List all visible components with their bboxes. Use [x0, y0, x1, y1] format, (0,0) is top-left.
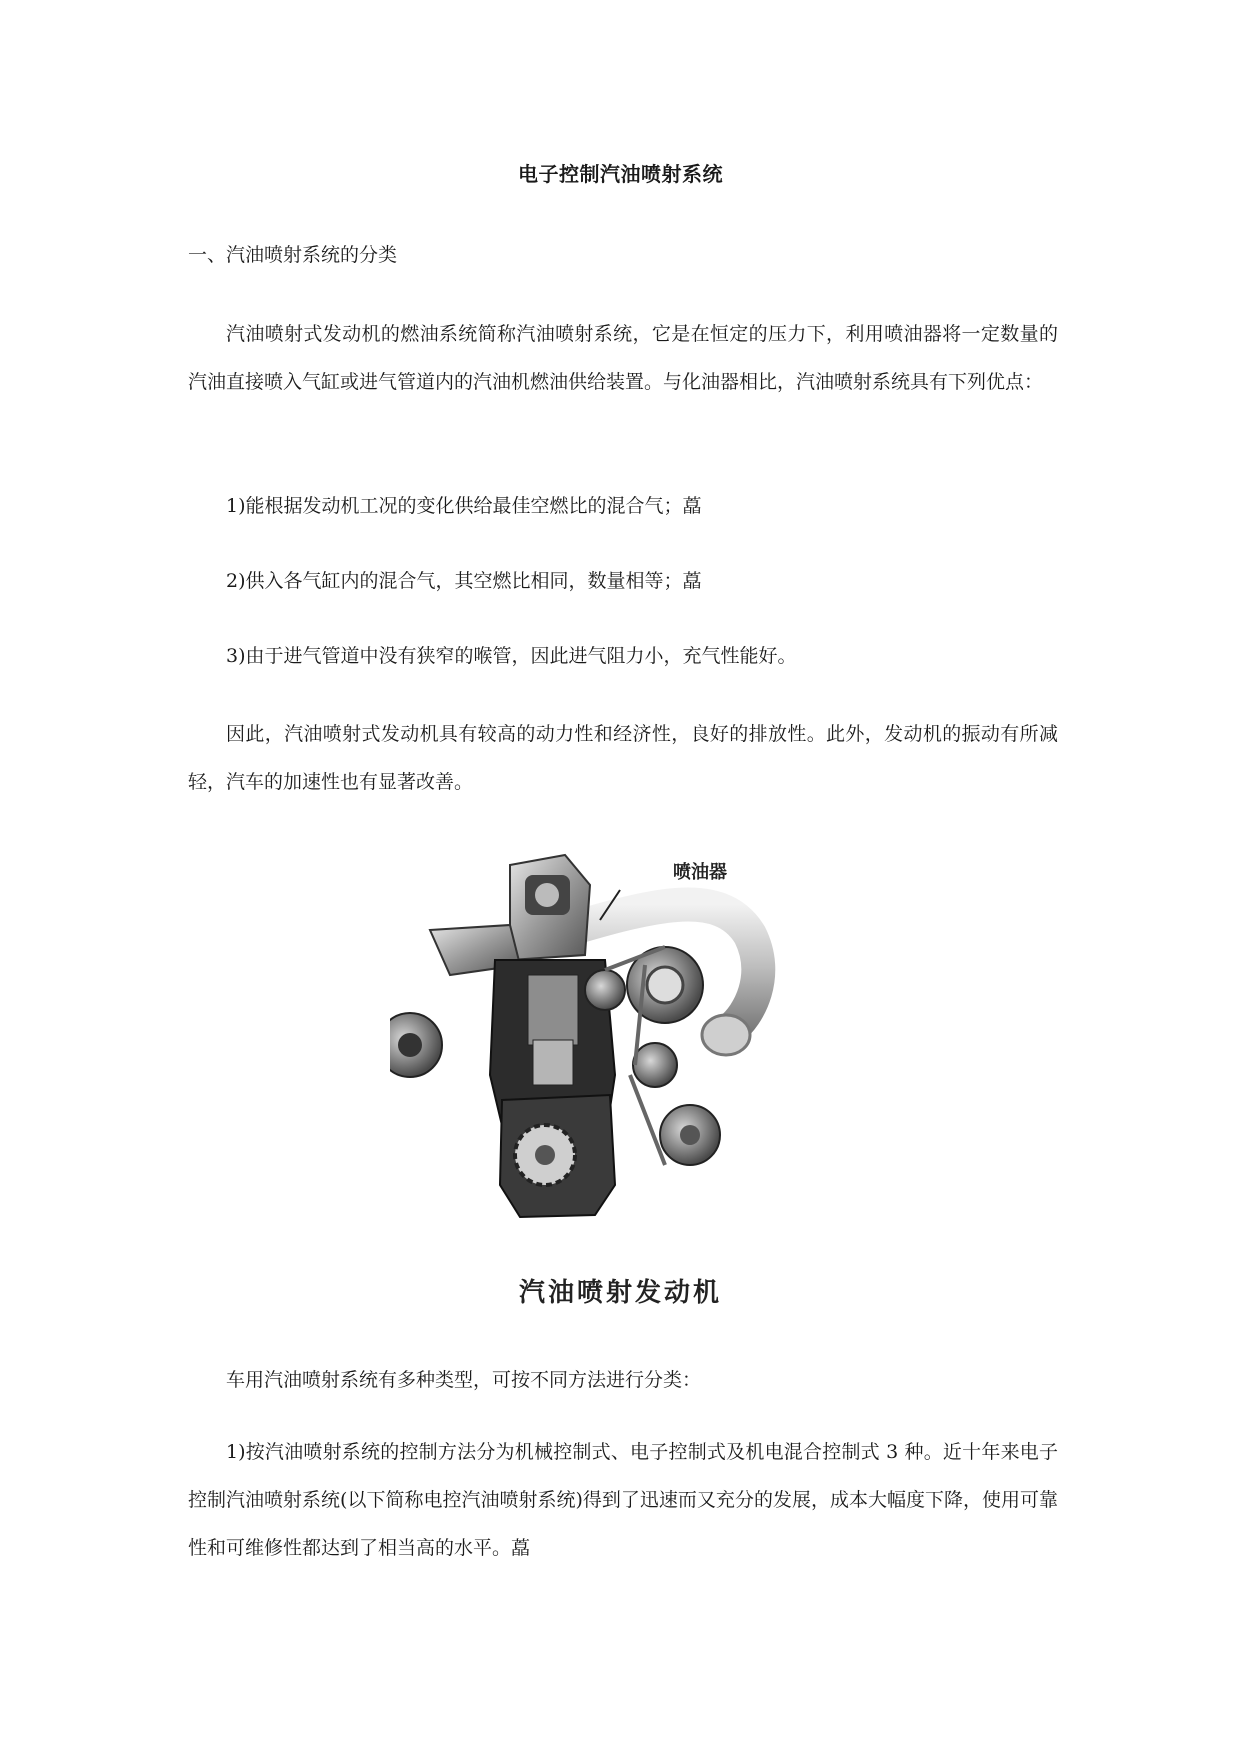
paragraph-intro: 汽油喷射式发动机的燃油系统简称汽油喷射系统，它是在恒定的压力下，利用喷油器将一定数量的汽油直接喷入气缸或进气管道内的汽油机燃油供给装置。与化油器相比，汽油喷射系统具有下列优点： [188, 323, 1058, 393]
paragraph-advantage-2: 2)供入各气缸内的混合气，其空燃比相同，数量相等；藠 [226, 570, 702, 592]
document-title: 电子控制汽油喷射系统 [518, 162, 723, 186]
paragraph-types-intro: 车用汽油喷射系统有多种类型，可按不同方法进行分类： [226, 1369, 702, 1391]
paragraph-type-1: 1)按汽油喷射系统的控制方法分为机械控制式、电子控制式及机电混合控制式 3 种。近十年来电子控制汽油喷射系统(以下简称电控汽油喷射系统)得到了迅速而又充分的发展，成本大幅度下降，使用可靠性和可维修性都达到了相当高的水平。藠 [188, 1441, 1058, 1559]
paragraph-advantage-1: 1)能根据发动机工况的变化供给最佳空燃比的混合气；藠 [226, 495, 702, 517]
paragraph-advantage-3: 3)由于进气管道中没有狭窄的喉管，因此进气阻力小，充气性能好。 [226, 645, 797, 667]
paragraph-conclusion: 因此，汽油喷射式发动机具有较高的动力性和经济性，良好的排放性。此外，发动机的振动有所减轻，汽车的加速性也有显著改善。 [188, 723, 1058, 793]
engine-illustration [390, 845, 850, 1265]
figure-caption: 汽油喷射发动机 [518, 1278, 722, 1308]
injector-label: 喷油器 [673, 862, 727, 883]
section-heading: 一、汽油喷射系统的分类 [188, 244, 398, 266]
